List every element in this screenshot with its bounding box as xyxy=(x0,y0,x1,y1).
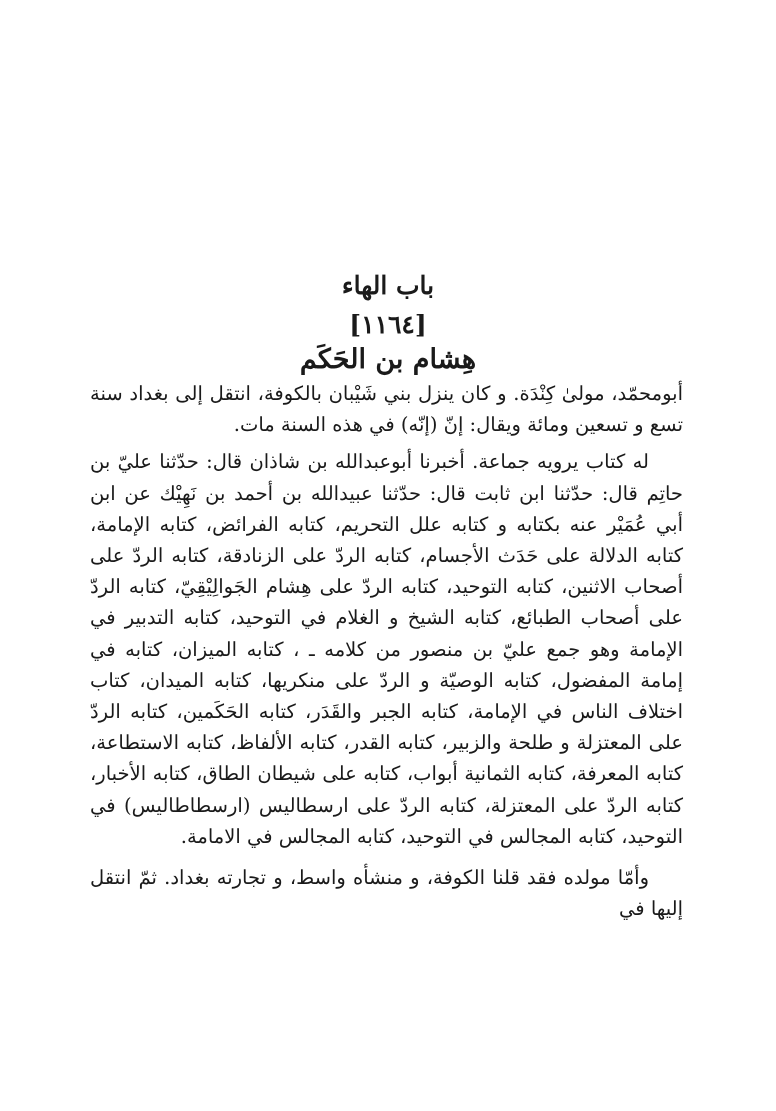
chapter-title: باب الهاء xyxy=(341,271,435,300)
paragraph-1: أبومحمّد، مولىٰ كِنْدَة. و كان ينزل بني شَيْبان بالكوفة، انتقل إلى بغداد سنة تسع و تسعين ومائة ويقال: إنّ (إنّه) في هذه السنة مات. xyxy=(90,382,683,437)
paragraph-3: وأمّا مولده فقد قلنا الكوفة، و منشأه واسط، و تجارته بغداد. ثمّ انتقل إليها في xyxy=(90,866,683,921)
entry-name: هِشام بن الحَكَم xyxy=(299,344,477,375)
body-text xyxy=(90,378,683,924)
paragraph-2: له كتاب يرويه جماعة. أخبرنا أبوعبدالله بن شاذان قال: حدّثنا عليّ بن حاتِم قال: حدّثنا ابن ثابت قال: حدّثنا عبيدالله بن أحمد بن نَهِيْك عن ابن أبي عُمَيْر عنه بكتابه و كتابه علل التحريم، كتابه الفرائض، كتابه الإمامة، كتابه الدلالة على حَدَث الأجسام، كتابه الردّ على الزنادقة، كتابه الردّ على أصحاب الاثنين، كتابه التوحيد، كتابه الردّ على هِشام الجَوالِيْقِيّ، كتابه الردّ على أصحاب الطبائع، كتابه الشيخ و الغلام في التوحيد، كتابه التدبير في الإمامة وهو جمع عليّ بن منصور من كلامه ـ ، كتابه الميزان، كتابه في إمامة المفضول، كتابه الوصيّة و الردّ على منكريها، كتابه الميدان، كتاب اختلاف الناس في الإمامة، كتابه الجبر والقَدَر، كتابه الحَكَمين، كتابه الردّ على المعتزلة و طلحة والزبير، كتابه القدر، كتابه الألفاظ، كتابه الاستطاعة، كتابه المعرفة، كتابه الثمانية أبواب، كتابه على شيطان الطاق، كتابه الأخبار، كتابه الردّ على المعتزلة، كتابه الردّ على ارسطاليس (ارسطاطاليس) في التوحيد، كتابه المجالس في التوحيد، كتابه المجالس في الامامة. xyxy=(90,450,683,848)
entry-number: [١١٦٤] xyxy=(349,310,427,339)
